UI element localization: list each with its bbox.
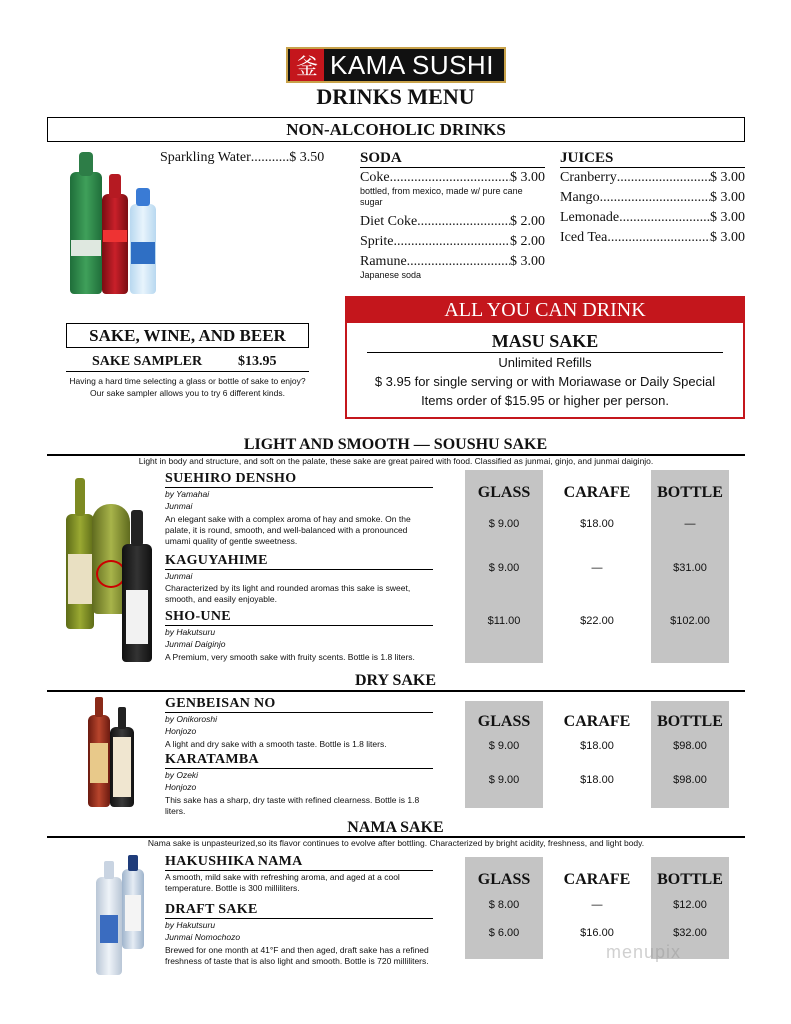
- item-name: Lemonade: [560, 210, 620, 225]
- item-name: Ramune: [360, 254, 407, 269]
- item-dots: [417, 214, 510, 230]
- kama-sushi-logo: [286, 47, 506, 83]
- watermark: menupix: [606, 942, 682, 962]
- item-price: $ 3.00: [710, 190, 745, 205]
- price-carafe: —: [591, 562, 603, 574]
- all-you-can-drink-box: [345, 296, 745, 419]
- sake-brewer: by Onikoroshi: [165, 714, 217, 724]
- bottle-header: BOTTLE: [657, 484, 723, 501]
- soda-item: [360, 254, 545, 270]
- item-dots: [619, 210, 710, 226]
- item-price: $ 3.00: [510, 254, 545, 269]
- item-dots: [607, 230, 710, 246]
- nama-sake-bottles-image: [96, 855, 146, 977]
- price-carafe: $18.00: [580, 740, 614, 752]
- price-glass: $ 9.00: [488, 518, 520, 530]
- aycd-line-2: $ 3.95 for single serving or with Moriawase or Daily Special: [374, 374, 716, 389]
- sake-description: Characterized by its light and rounded aromas this sake is sweet, smooth, and easily enjoyable.: [165, 583, 411, 604]
- item-name: Diet Coke: [360, 214, 418, 229]
- aycd-line-3: Items order of $15.95 or higher per person.: [421, 393, 669, 408]
- sampler-price: $13.95: [238, 354, 277, 369]
- sake-wine-beer-heading: SAKE, WINE, AND BEER: [66, 323, 309, 348]
- soda-heading: SODA: [360, 150, 545, 168]
- sake-type: Junmai Nomochozo: [165, 932, 241, 942]
- price-bottle: $12.00: [673, 899, 707, 911]
- sake-description: A light and dry sake with a smooth taste. Bottle is 1.8 liters.: [165, 739, 387, 749]
- price-bottle: —: [684, 518, 696, 530]
- sake-name-karatamba: KARATAMBA: [165, 752, 433, 769]
- sampler-name: SAKE SAMPLER: [92, 354, 203, 369]
- carafe-header: CARAFE: [563, 871, 631, 888]
- item-price: $ 3.00: [710, 210, 745, 225]
- bottle-header: BOTTLE: [657, 713, 723, 730]
- nama-sake-description: Nama sake is unpasteurized,so its flavor continues to evolve after bottling. Characterized by bright acidity, freshness, and light body.: [147, 838, 645, 848]
- sake-description: An elegant sake with a complex aroma of hay and smoke. On the palate, it is round, smooth, and well-balanced with a pronounced umami quality of gentle sweetness.: [165, 514, 411, 546]
- sparkling-water-line: [160, 150, 350, 166]
- price-carafe: $18.00: [580, 518, 614, 530]
- sake-name-genbeisan: GENBEISAN NO: [165, 696, 433, 713]
- sake-type: Honjozo: [165, 726, 197, 736]
- soft-drink-bottles-image: [66, 150, 166, 298]
- light-smooth-heading: LIGHT AND SMOOTH — SOUSHU SAKE: [243, 436, 548, 453]
- coke-note: bottled, from mexico, made w/ pure cane sugar: [360, 186, 523, 207]
- aycd-banner: ALL YOU CAN DRINK: [347, 298, 743, 323]
- price-glass: $ 6.00: [488, 927, 520, 939]
- sake-name-kaguyahime: KAGUYAHIME: [165, 553, 433, 570]
- sake-sampler-line: [66, 354, 309, 372]
- price-glass: $ 9.00: [488, 562, 520, 574]
- sake-name-sho-une: SHO-UNE: [165, 609, 433, 626]
- bottle-header: BOTTLE: [657, 871, 723, 888]
- sake-type: Junmai Daiginjo: [165, 639, 226, 649]
- page-title: DRINKS MENU: [316, 84, 475, 109]
- juice-item: [560, 230, 745, 246]
- juices-heading: JUICES: [560, 150, 745, 168]
- item-name: Mango: [560, 190, 600, 205]
- price-bottle: $31.00: [673, 562, 707, 574]
- carafe-header: CARAFE: [563, 713, 631, 730]
- glass-header: GLASS: [477, 484, 531, 501]
- nama-sake-heading: NAMA SAKE: [347, 819, 444, 836]
- sake-type: Honjozo: [165, 782, 197, 792]
- item-dots: [393, 234, 510, 250]
- item-price: $ 3.00: [710, 230, 745, 245]
- sake-name-draft: DRAFT SAKE: [165, 902, 433, 919]
- sampler-description: Having a hard time selecting a glass or bottle of sake to enjoy? Our sake sampler allows you to try 6 different kinds.: [69, 376, 306, 398]
- price-bottle: $32.00: [673, 927, 707, 939]
- juice-item: [560, 170, 745, 186]
- soda-item: [360, 234, 545, 250]
- price-bottle: $98.00: [673, 740, 707, 752]
- aycd-line-1: Unlimited Refills: [498, 355, 592, 370]
- masu-sake-title: MASU SAKE: [367, 330, 723, 353]
- carafe-header: CARAFE: [563, 484, 631, 501]
- sake-type: Junmai: [165, 571, 193, 581]
- price-carafe: $18.00: [580, 774, 614, 786]
- sake-brewer: by Yamahai: [165, 489, 210, 499]
- item-price: $ 3.50: [289, 150, 325, 165]
- sake-description: A Premium, very smooth sake with fruity scents. Bottle is 1.8 liters.: [165, 652, 415, 662]
- item-price: $ 3.00: [510, 170, 545, 185]
- dry-sake-bottles-image: [88, 697, 138, 809]
- item-dots: [390, 170, 510, 186]
- price-glass: $11.00: [487, 615, 521, 627]
- sake-brewer: by Hakutsuru: [165, 920, 216, 930]
- price-glass: $ 8.00: [488, 899, 520, 911]
- price-bottle: $102.00: [670, 615, 710, 627]
- price-carafe: $22.00: [580, 615, 614, 627]
- item-name: Iced Tea: [560, 230, 608, 245]
- soda-item: [360, 170, 545, 186]
- item-price: $ 2.00: [510, 234, 545, 249]
- item-dots: [600, 190, 710, 206]
- item-name: Sprite: [360, 234, 394, 249]
- sake-type: Junmai: [165, 501, 193, 511]
- item-dots: [617, 170, 710, 186]
- ramune-note: Japanese soda: [360, 270, 422, 280]
- glass-header: GLASS: [477, 713, 531, 730]
- price-glass: $ 9.00: [488, 774, 520, 786]
- sake-description: This sake has a sharp, dry taste with refined clearness. Bottle is 1.8 liters.: [165, 795, 420, 816]
- sake-description: Brewed for one month at 41°F and then aged, draft sake has a refined freshness of taste that is also light and smooth. Bottle is 720 milliliters.: [165, 945, 429, 966]
- price-glass: $ 9.00: [488, 740, 520, 752]
- sake-description: A smooth, mild sake with refreshing aroma, and aged at a cool temperature. Bottle is 300 milliliters.: [165, 872, 400, 893]
- dry-sake-heading: DRY SAKE: [354, 672, 437, 689]
- light-smooth-description: Light in body and structure, and soft on the palate, these sake are great paired with food. Classified as junmai, ginjo, and junmai daiginjo.: [138, 456, 654, 466]
- item-name: Coke: [360, 170, 390, 185]
- item-dots: ...........: [250, 150, 290, 165]
- section-rule: [47, 690, 745, 692]
- item-price: $ 3.00: [710, 170, 745, 185]
- non-alcoholic-heading: NON-ALCOHOLIC DRINKS: [47, 117, 745, 142]
- price-carafe: $16.00: [580, 927, 614, 939]
- item-name: Sparkling Water: [160, 150, 251, 165]
- item-name: Cranberry: [560, 170, 617, 185]
- item-price: $ 2.00: [510, 214, 545, 229]
- price-carafe: —: [591, 899, 603, 911]
- sake-name-hakushika: HAKUSHIKA NAMA: [165, 854, 433, 871]
- light-sake-bottles-image: [66, 474, 158, 666]
- sake-name-suehiro: SUEHIRO DENSHO: [165, 471, 433, 488]
- soda-item: [360, 214, 545, 230]
- glass-header: GLASS: [477, 871, 531, 888]
- sake-brewer: by Hakutsuru: [165, 627, 216, 637]
- juice-item: [560, 190, 745, 206]
- item-dots: [407, 254, 510, 270]
- price-bottle: $98.00: [673, 774, 707, 786]
- logo-text: KAMA SUSHI: [330, 49, 494, 80]
- logo-mark: 釜: [290, 49, 324, 81]
- juice-item: [560, 210, 745, 226]
- sake-brewer: by Ozeki: [165, 770, 199, 780]
